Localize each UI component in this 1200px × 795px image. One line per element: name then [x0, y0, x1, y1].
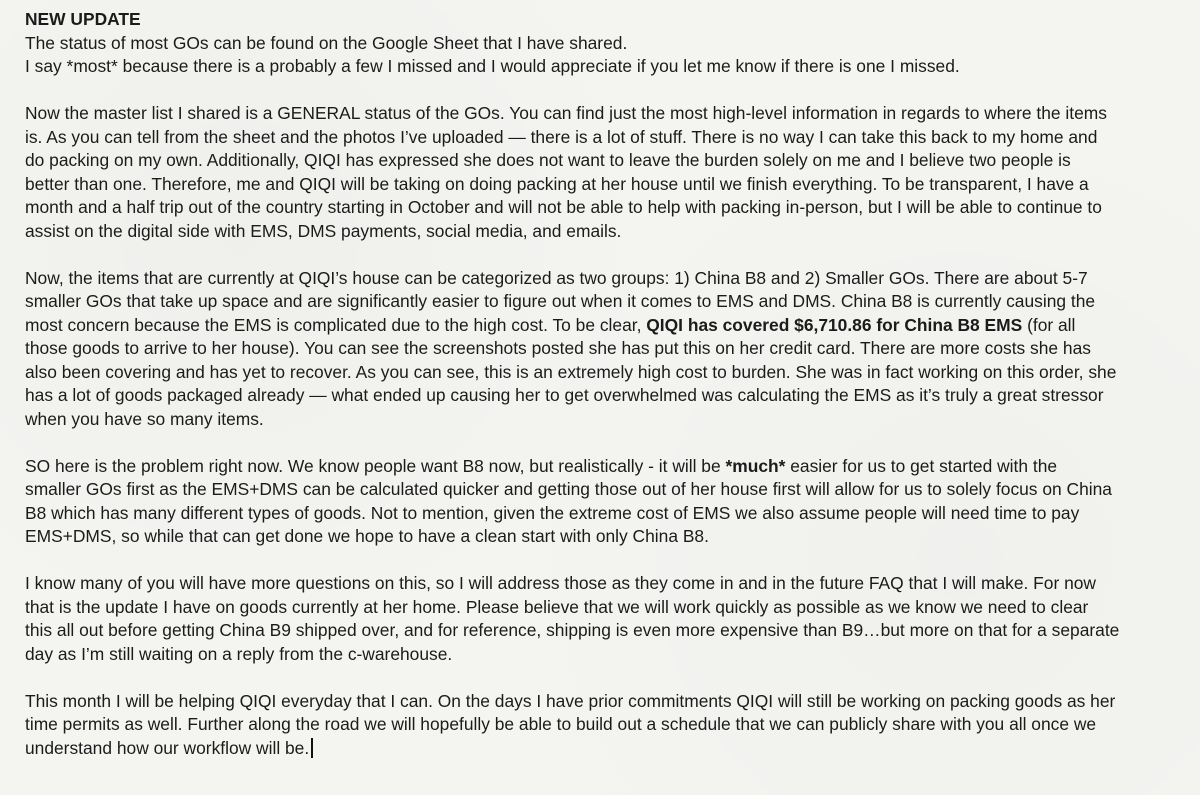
paragraph-problem [25, 455, 1190, 549]
inline-text: most concern because the EMS is complicated due to the high cost. To be clear, [25, 314, 647, 335]
paragraph-line: is. As you can tell from the sheet and the photos I’ve uploaded — there is a lot of stuff. There is no way I can take this back to my home and [25, 126, 1098, 147]
paragraph-spacer [25, 666, 1190, 690]
paragraph-line: I say *most* because there is a probably a few I missed and I would appreciate if you let me know if there is one I missed. [25, 56, 960, 76]
paragraph-line: assist on the digital side with EMS, DMS payments, social media, and emails. [25, 220, 622, 241]
paragraph-line: do packing on my own. Additionally, QIQI has expressed she does not want to leave the burden solely on me and I believe two people is [25, 150, 1071, 170]
inline-text: (for all [1022, 314, 1076, 335]
paragraph-line: that is the update I have on goods currently at her home. Please believe that we will work quickly as possible as we know we need to clear [25, 596, 1089, 617]
paragraph-spacer [25, 549, 1190, 573]
inline-text: SO here is the problem right now. We know people want B8 now, but realistically - it will be [25, 455, 726, 476]
paragraph-line: day as I’m still waiting on a reply from the c-warehouse. [25, 643, 453, 664]
paragraph-line [25, 314, 1190, 338]
paragraph-line: also been covering and has yet to recover. As you can see, this is an extremely high cost to burden. She was in fact working on this order, she [25, 361, 1117, 382]
paragraph-line: smaller GOs that take up space and are significantly easier to figure out when it comes to EMS and DMS. China B8 is currently causing the [25, 291, 1096, 311]
inline-text: understand how our workflow will be. [25, 737, 310, 758]
paragraph-status [25, 32, 1190, 79]
paragraph-schedule [25, 690, 1190, 761]
ems-cost-highlight: QIQI has covered $6,710.86 for China B8 EMS [646, 314, 1023, 335]
paragraph-master-list [25, 102, 1190, 243]
paragraph-line: this all out before getting China B9 shipped over, and for reference, shipping is even more expensive than B9…but more on that for a separate [25, 620, 1120, 640]
paragraph-line: Now the master list I shared is a GENERAL status of the GOs. You can find just the most high-level information in regards to where the items [25, 103, 1107, 123]
paragraph-line: B8 which has many different types of goods. Not to mention, given the extreme cost of EMS we also assume people will need time to pay [25, 502, 1080, 523]
paragraph-spacer [25, 243, 1190, 267]
paragraph-line: time permits as well. Further along the road we will hopefully be able to build out a schedule that we can publicly share with you all once we [25, 714, 1097, 734]
paragraph-line: The status of most GOs can be found on the Google Sheet that I have shared. [25, 32, 628, 53]
paragraph-spacer [25, 431, 1190, 455]
paragraph-questions [25, 572, 1190, 666]
paragraph-line: Now, the items that are currently at QIQI’s house can be categorized as two groups: 1) China B8 and 2) Smaller GOs. There are about 5-7 [25, 267, 1088, 288]
text-cursor [311, 738, 313, 758]
update-heading: NEW UPDATE [25, 9, 141, 29]
paragraph-line: has a lot of goods packaged already — what ended up causing her to get overwhelmed was calculating the EMS as it’s truly a great stressor [25, 385, 1104, 405]
inline-text: easier for us to get started with the [785, 455, 1058, 476]
paragraph-line: better than one. Therefore, me and QIQI will be taking on doing packing at her house until we finish everything. To be transparent, I have a [25, 173, 1089, 194]
paragraph-line: month and a half trip out of the country starting in October and will not be able to help with packing in-person, but I will be able to continue to [25, 197, 1102, 217]
emphasis-much: *much* [725, 455, 786, 476]
paragraph-line: when you have so many items. [25, 408, 264, 429]
paragraph-line: This month I will be helping QIQI everyday that I can. On the days I have prior commitments QIQI will still be working on packing goods as her [25, 690, 1116, 711]
paragraph-line: those goods to arrive to her house). You can see the screenshots posted she has put this on her credit card. There are more costs she has [25, 338, 1091, 358]
paragraph-line: smaller GOs first as the EMS+DMS can be calculated quicker and getting those out of her house first will allow for us to solely focus on China [25, 479, 1112, 499]
paragraph-line [25, 737, 1190, 761]
paragraph-spacer [25, 79, 1190, 103]
paragraph-line [25, 455, 1190, 479]
paragraph-line: I know many of you will have more questions on this, so I will address those as they come in and in the future FAQ that I will make. For now [25, 573, 1096, 593]
paragraph-line: EMS+DMS, so while that can get done we hope to have a clean start with only China B8. [25, 526, 709, 546]
paragraph-items-groups [25, 267, 1190, 432]
